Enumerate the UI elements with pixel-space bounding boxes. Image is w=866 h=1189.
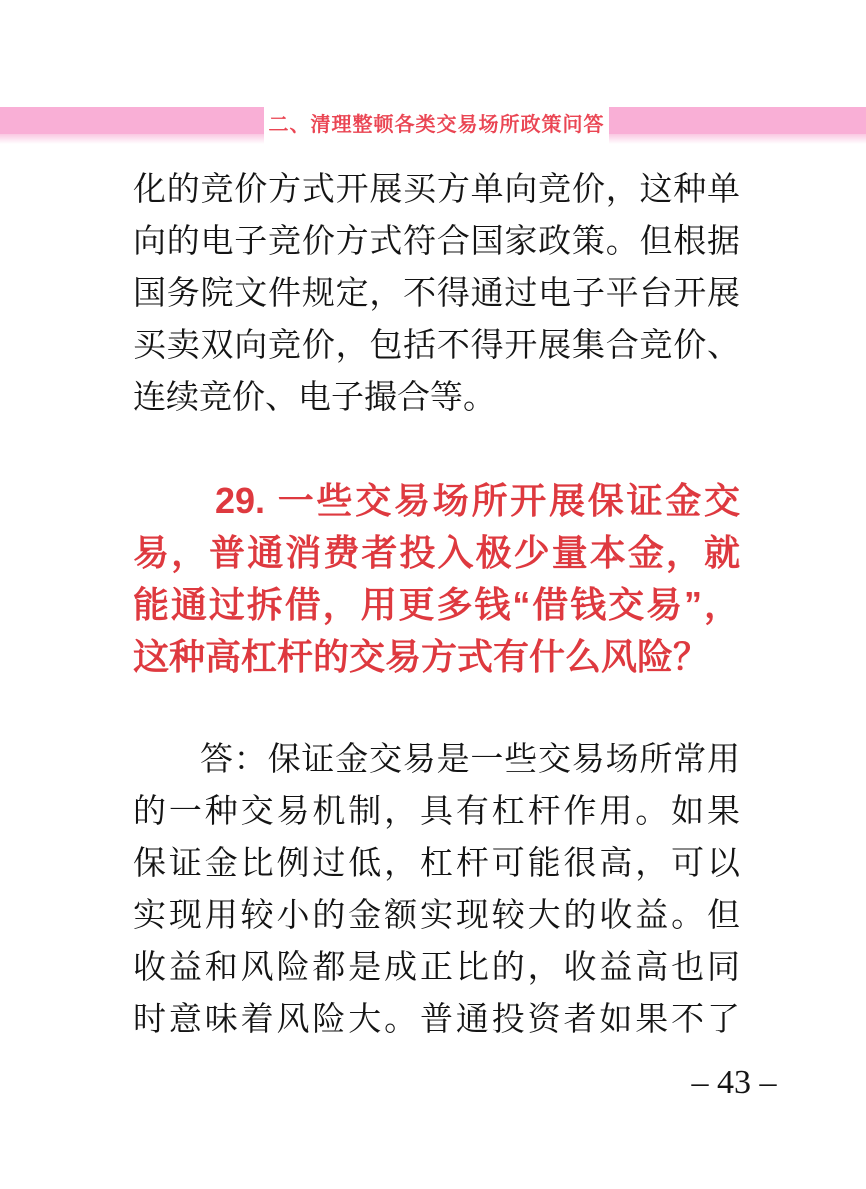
question-line: 易，普通消费者投入极少量本金，就 (133, 532, 740, 573)
paragraph-line: 买卖双向竞价，包括不得开展集合竞价、 (133, 328, 740, 364)
chapter-title: 二、清理整顿各类交易场所政策问答 (268, 113, 605, 136)
question-line: 29. 一些交易场所开展保证金交 (215, 480, 740, 521)
answer-line: 时意味着风险大。普通投资者如果不了 (133, 1002, 740, 1038)
answer-line: 实现用较小的金额实现较大的收益。但 (133, 898, 740, 934)
answer-line: 收益和风险都是成正比的，收益高也同 (133, 950, 740, 986)
page-number: – 43 – (691, 1064, 777, 1101)
answer-line: 答：保证金交易是一些交易场所常用 (200, 742, 740, 778)
paragraph-line: 国务院文件规定，不得通过电子平台开展 (133, 276, 740, 312)
paragraph-line: 向的电子竞价方式符合国家政策。但根据 (133, 224, 740, 260)
answer-line: 保证金比例过低，杠杆可能很高，可以 (133, 846, 740, 882)
question-line: 这种高杠杆的交易方式有什么风险？ (133, 636, 710, 677)
paragraph-line: 化的竞价方式开展买方单向竞价，这种单 (133, 172, 740, 208)
paragraph-line: 连续竞价、电子撮合等。 (133, 380, 496, 416)
question-line: 能通过拆借，用更多钱“借钱交易”， (133, 584, 740, 625)
chapter-header-label (264, 97, 609, 147)
answer-line: 的一种交易机制，具有杠杆作用。如果 (133, 794, 740, 830)
